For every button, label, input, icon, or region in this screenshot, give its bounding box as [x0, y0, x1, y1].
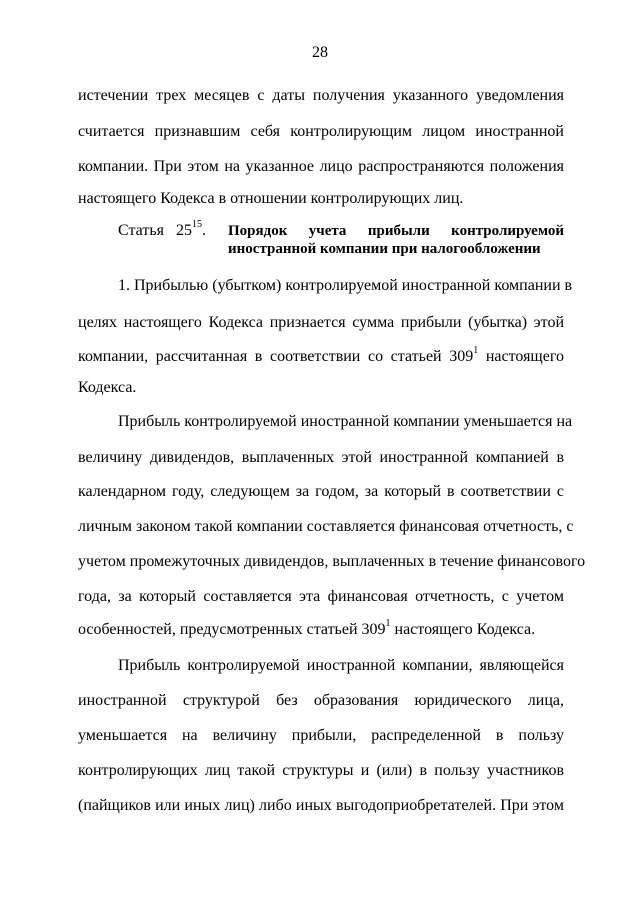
article-title-line: Порядок учета прибыли контролируемой [228, 223, 564, 239]
paragraph-line: истечении трех месяцев с даты получения указанного уведомления [78, 87, 564, 104]
paragraph-line: календарном году, следующем за годом, за который в соответствии с [78, 483, 564, 500]
paragraph-line: считается признавшим себя контролирующим лицом иностранной [78, 123, 564, 140]
paragraph-line: уменьшается на величину прибыли, распределенной в пользу [78, 727, 564, 744]
superscript: 1 [385, 617, 391, 629]
paragraph-line: (пайщиков или иных лиц) либо иных выгодоприобретателей. При этом [78, 797, 564, 814]
paragraph-line: компании, рассчитанная в соответствии со статьей $309^1$ настоящего [78, 344, 565, 365]
article-label: Статья [118, 222, 164, 239]
paragraph-line: величину дивидендов, выплаченных этой иностранной компанией в [78, 449, 564, 466]
paragraph-line: Кодекса. [78, 379, 137, 396]
paragraph-line: личным законом такой компании составляется финансовая отчетность, с [78, 518, 574, 535]
paragraph-line: учетом промежуточных дивидендов, выплаченных в течение финансового [78, 553, 586, 570]
article-title-line: иностранной компании при налогообложении [228, 241, 541, 257]
article-number-superscript: 15 [192, 218, 202, 230]
paragraph-line: 1. Прибылью (убытком) контролируемой иностранной компании в [118, 277, 573, 294]
paragraph-line: компании. При этом на указанное лицо распространяются положения [78, 158, 564, 175]
paragraph-line: особенностей, предусмотренных статьей $309^1$ настоящего Кодекса. [78, 617, 536, 638]
paragraph-line: Прибыль контролируемой иностранной компании, являющейся [118, 657, 564, 674]
article-number: $25^{15}$. [176, 218, 206, 239]
paragraph-line: иностранной структурой без образования юридического лица, [78, 692, 564, 709]
superscript: 1 [473, 344, 479, 356]
paragraph-line: Прибыль контролируемой иностранной компании уменьшается на [118, 413, 573, 430]
page-number: 28 [312, 44, 328, 61]
paragraph-line: целях настоящего Кодекса признается сумма прибыли (убытка) этой [78, 314, 564, 331]
paragraph-line: настоящего Кодекса в отношении контролирующих лиц. [78, 190, 464, 207]
paragraph-line: года, за который составляется эта финансовая отчетность, с учетом [78, 588, 564, 605]
paragraph-line: контролирующих лиц такой структуры и (или) в пользу участников [78, 762, 564, 779]
